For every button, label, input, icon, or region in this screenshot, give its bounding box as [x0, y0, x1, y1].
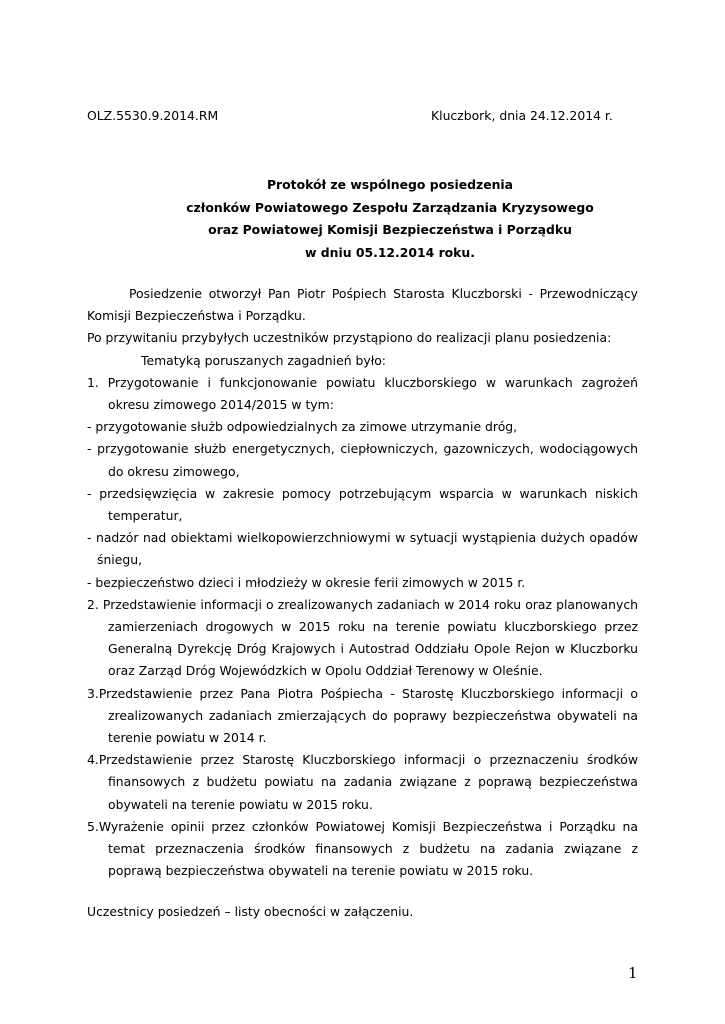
title-line-1: Protokół ze wspólnego posiedzenia	[266, 177, 514, 192]
opening-paragraph: Posiedzenie otworzył Pan Piotr Pośpiech Starosta Kluczborski - Przewodniczący Komisji Bezpieczeństwa i Porządku.	[87, 286, 638, 324]
document-title	[87, 174, 693, 264]
title-line-2: członków Powiatowego Zespołu Zarządzania Kryzysowego	[186, 199, 594, 215]
agenda-item-1: 1. Przygotowanie i funkcjonowanie powiatu kluczborskiego w warunkach zagrożeń okresu zimowego 2014/2015 w tym:	[87, 374, 638, 413]
reference-number: OLZ.5530.9.2014.RM	[87, 108, 219, 123]
agenda-item-4: 4.Przedstawienie przez Starostę Kluczborskiego informacji o przeznaczeniu środków finansowych z budżetu powiatu na zadania związane z poprawą bezpieczeństwa obywateli na terenie powiatu w 2015 roku.	[87, 752, 638, 812]
agenda-item-2: 2. Przedstawienie informacji o zrealizowanych zadaniach w 2014 roku oraz planowanych zamierzeniach drogowych w 2015 roku na terenie powiatu kluczborskiego przez Generalną Dyrekcję Dróg Krajowych i Autostrad Oddziału Opole Rejon w Kluczborku oraz Zarząd Dróg Wojewódzkich w Opolu Oddział Terenowy w Oleśnie.	[87, 596, 638, 679]
place-date: Kluczbork, dnia 24.12.2014 r.	[431, 108, 613, 123]
page-number: 1	[628, 964, 638, 982]
agenda-item-5: 5.Wyrażenie opinii przez członków Powiatowej Komisji Bezpieczeństwa i Porządku na temat przeznaczenia środków finansowych z budżetu na zadania związane z poprawą bezpieczeństwa obywateli na terenie powiatu w 2015 roku.	[87, 818, 638, 879]
title-line-4: w dniu 05.12.2014 roku.	[305, 244, 475, 260]
sub-item-utilities: - przygotowanie służb energetycznych, ciepłowniczych, gazowniczych, wodociągowych do okresu zimowego,	[87, 441, 638, 479]
attendance-note: Uczestnicy posiedzeń – listy obecności w załączeniu.	[87, 904, 414, 919]
sub-item-children: - bezpieczeństwo dzieci i młodzieży w okresie ferii zimowych w 2015 r.	[87, 574, 526, 590]
intro-paragraph: Po przywitaniu przybyłych uczestników przystąpiono do realizacji planu posiedzenia:	[87, 330, 612, 346]
agenda-item-3: 3.Przedstawienie przez Pana Piotra Pośpiecha - Starostę Kluczborskiego informacji o zrealizowanych zadaniach zmierzających do poprawy bezpieczeństwa obywateli na terenie powiatu w 2014 r.	[87, 685, 638, 746]
sub-item-assistance: - przedsięwzięcia w zakresie pomocy potrzebującym wsparcia w warunkach niskich temperatur,	[87, 485, 638, 524]
document-body	[87, 283, 638, 882]
sub-item-roads: - przygotowanie służb odpowiedzialnych za zimowe utrzymanie dróg,	[87, 419, 518, 435]
sub-item-buildings: - nadzór nad obiektami wielkopowierzchniowymi w sytuacji wystąpienia dużych opadów śniegu,	[87, 530, 638, 568]
title-line-3: oraz Powiatowej Komisji Bezpieczeństwa i Porządku	[208, 222, 572, 237]
topics-heading: Tematyką poruszanych zagadnień było:	[141, 352, 386, 368]
